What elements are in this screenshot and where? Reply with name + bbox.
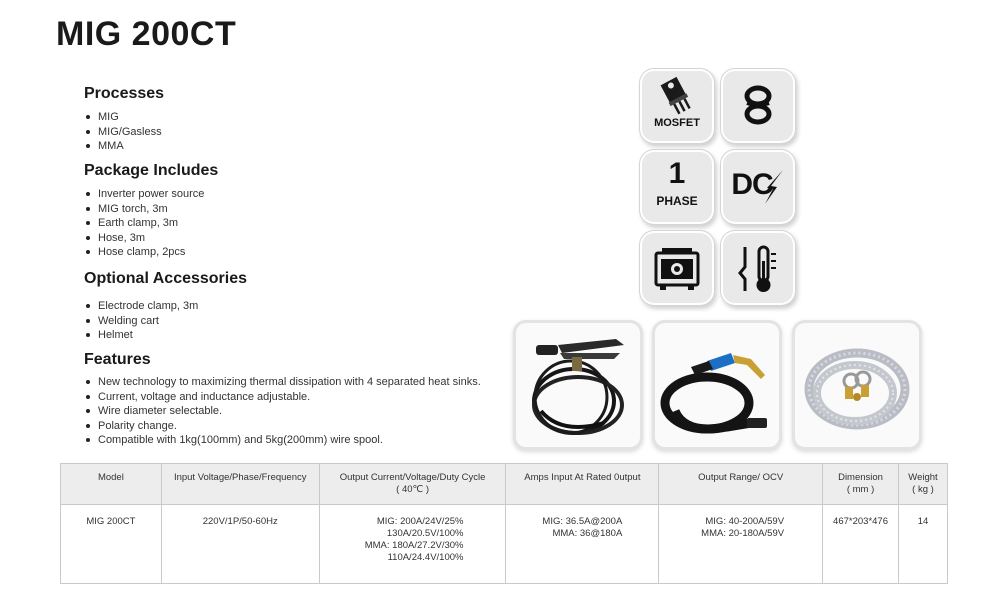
dc-label: DC bbox=[731, 168, 773, 201]
processes-heading: Processes bbox=[84, 85, 165, 102]
list-item: New technology to maximizing thermal dissipation with 4 separated heat sinks. bbox=[86, 375, 481, 390]
generator-tile bbox=[642, 233, 712, 303]
header-output-range: Output Range/ OCV bbox=[659, 464, 823, 505]
list-item: MIG torch, 3m bbox=[86, 202, 204, 217]
header-dimension: Dimension ( mm ) bbox=[823, 464, 899, 505]
header-amps-input: Amps Input At Rated 0utput bbox=[506, 464, 659, 505]
table-header-row bbox=[61, 464, 948, 505]
mosfet-tile bbox=[642, 71, 712, 141]
dc-lightning-icon bbox=[723, 152, 793, 222]
list-item: Hose, 3m bbox=[86, 231, 204, 246]
list-item: Wire diameter selectable. bbox=[86, 404, 481, 419]
cell-dimension: 467*203*476 bbox=[823, 505, 899, 584]
phase-label: PHASE bbox=[656, 194, 698, 208]
hose-image bbox=[795, 323, 919, 447]
cell-weight: 14 bbox=[899, 505, 948, 584]
earth-clamp-image bbox=[516, 323, 640, 447]
header-weight: Weight ( kg ) bbox=[899, 464, 948, 505]
mosfet-label: MOSFET bbox=[654, 117, 700, 129]
features-list bbox=[86, 375, 481, 448]
wire-spool-tile bbox=[723, 71, 793, 141]
list-item: MMA bbox=[86, 139, 162, 154]
mig-torch-photo bbox=[655, 323, 779, 447]
cell-model: MIG 200CT bbox=[61, 505, 162, 584]
list-item: MIG bbox=[86, 110, 162, 125]
list-item: Polarity change. bbox=[86, 419, 481, 434]
list-item: Hose clamp, 2pcs bbox=[86, 245, 204, 260]
mosfet-icon bbox=[642, 71, 712, 141]
cell-input-voltage: 220V/1P/50-60Hz bbox=[161, 505, 319, 584]
generator-icon bbox=[642, 233, 712, 303]
wire-spool-icon bbox=[723, 71, 793, 141]
list-item: Compatible with 1kg(100mm) and 5kg(200mm) wire spool. bbox=[86, 433, 481, 448]
list-item: Helmet bbox=[86, 328, 198, 343]
list-item: Electrode clamp, 3m bbox=[86, 299, 198, 314]
phase-tile bbox=[642, 152, 712, 222]
package-list bbox=[86, 187, 204, 260]
earth-clamp-photo bbox=[516, 323, 640, 447]
cell-amps-input: MIG: 36.5A@200A MMA: 36@180A bbox=[506, 505, 659, 584]
features-heading: Features bbox=[84, 351, 151, 368]
header-model: Model bbox=[61, 464, 162, 505]
optional-heading: Optional Accessories bbox=[84, 270, 248, 287]
optional-list bbox=[86, 299, 198, 343]
list-item: Inverter power source bbox=[86, 187, 204, 202]
package-heading: Package Includes bbox=[84, 162, 219, 179]
spec-table bbox=[60, 463, 948, 584]
mig-torch-image bbox=[655, 323, 779, 447]
list-item: Welding cart bbox=[86, 314, 198, 329]
list-item: Earth clamp, 3m bbox=[86, 216, 204, 231]
thermometer-icon bbox=[723, 233, 793, 303]
cell-output-current: MIG: 200A/24V/25% 130A/20.5V/100% MMA: 180A/27.2V/30% 110A/24.4V/100% bbox=[319, 505, 506, 584]
list-item: MIG/Gasless bbox=[86, 125, 162, 140]
temperature-tile bbox=[723, 233, 793, 303]
header-input-voltage: Input Voltage/Phase/Frequency bbox=[161, 464, 319, 505]
table-row bbox=[61, 505, 948, 584]
dc-tile bbox=[723, 152, 793, 222]
cell-output-range: MIG: 40-200A/59V MMA: 20-180A/59V bbox=[659, 505, 823, 584]
page-title: MIG 200CT bbox=[56, 15, 237, 53]
hose-and-clamps-photo bbox=[795, 323, 919, 447]
header-output-current: Output Current/Voltage/Duty Cycle ( 40℃ ) bbox=[319, 464, 506, 505]
list-item: Current, voltage and inductance adjustable. bbox=[86, 390, 481, 405]
phase-number: 1 bbox=[668, 157, 686, 190]
processes-list bbox=[86, 110, 162, 154]
